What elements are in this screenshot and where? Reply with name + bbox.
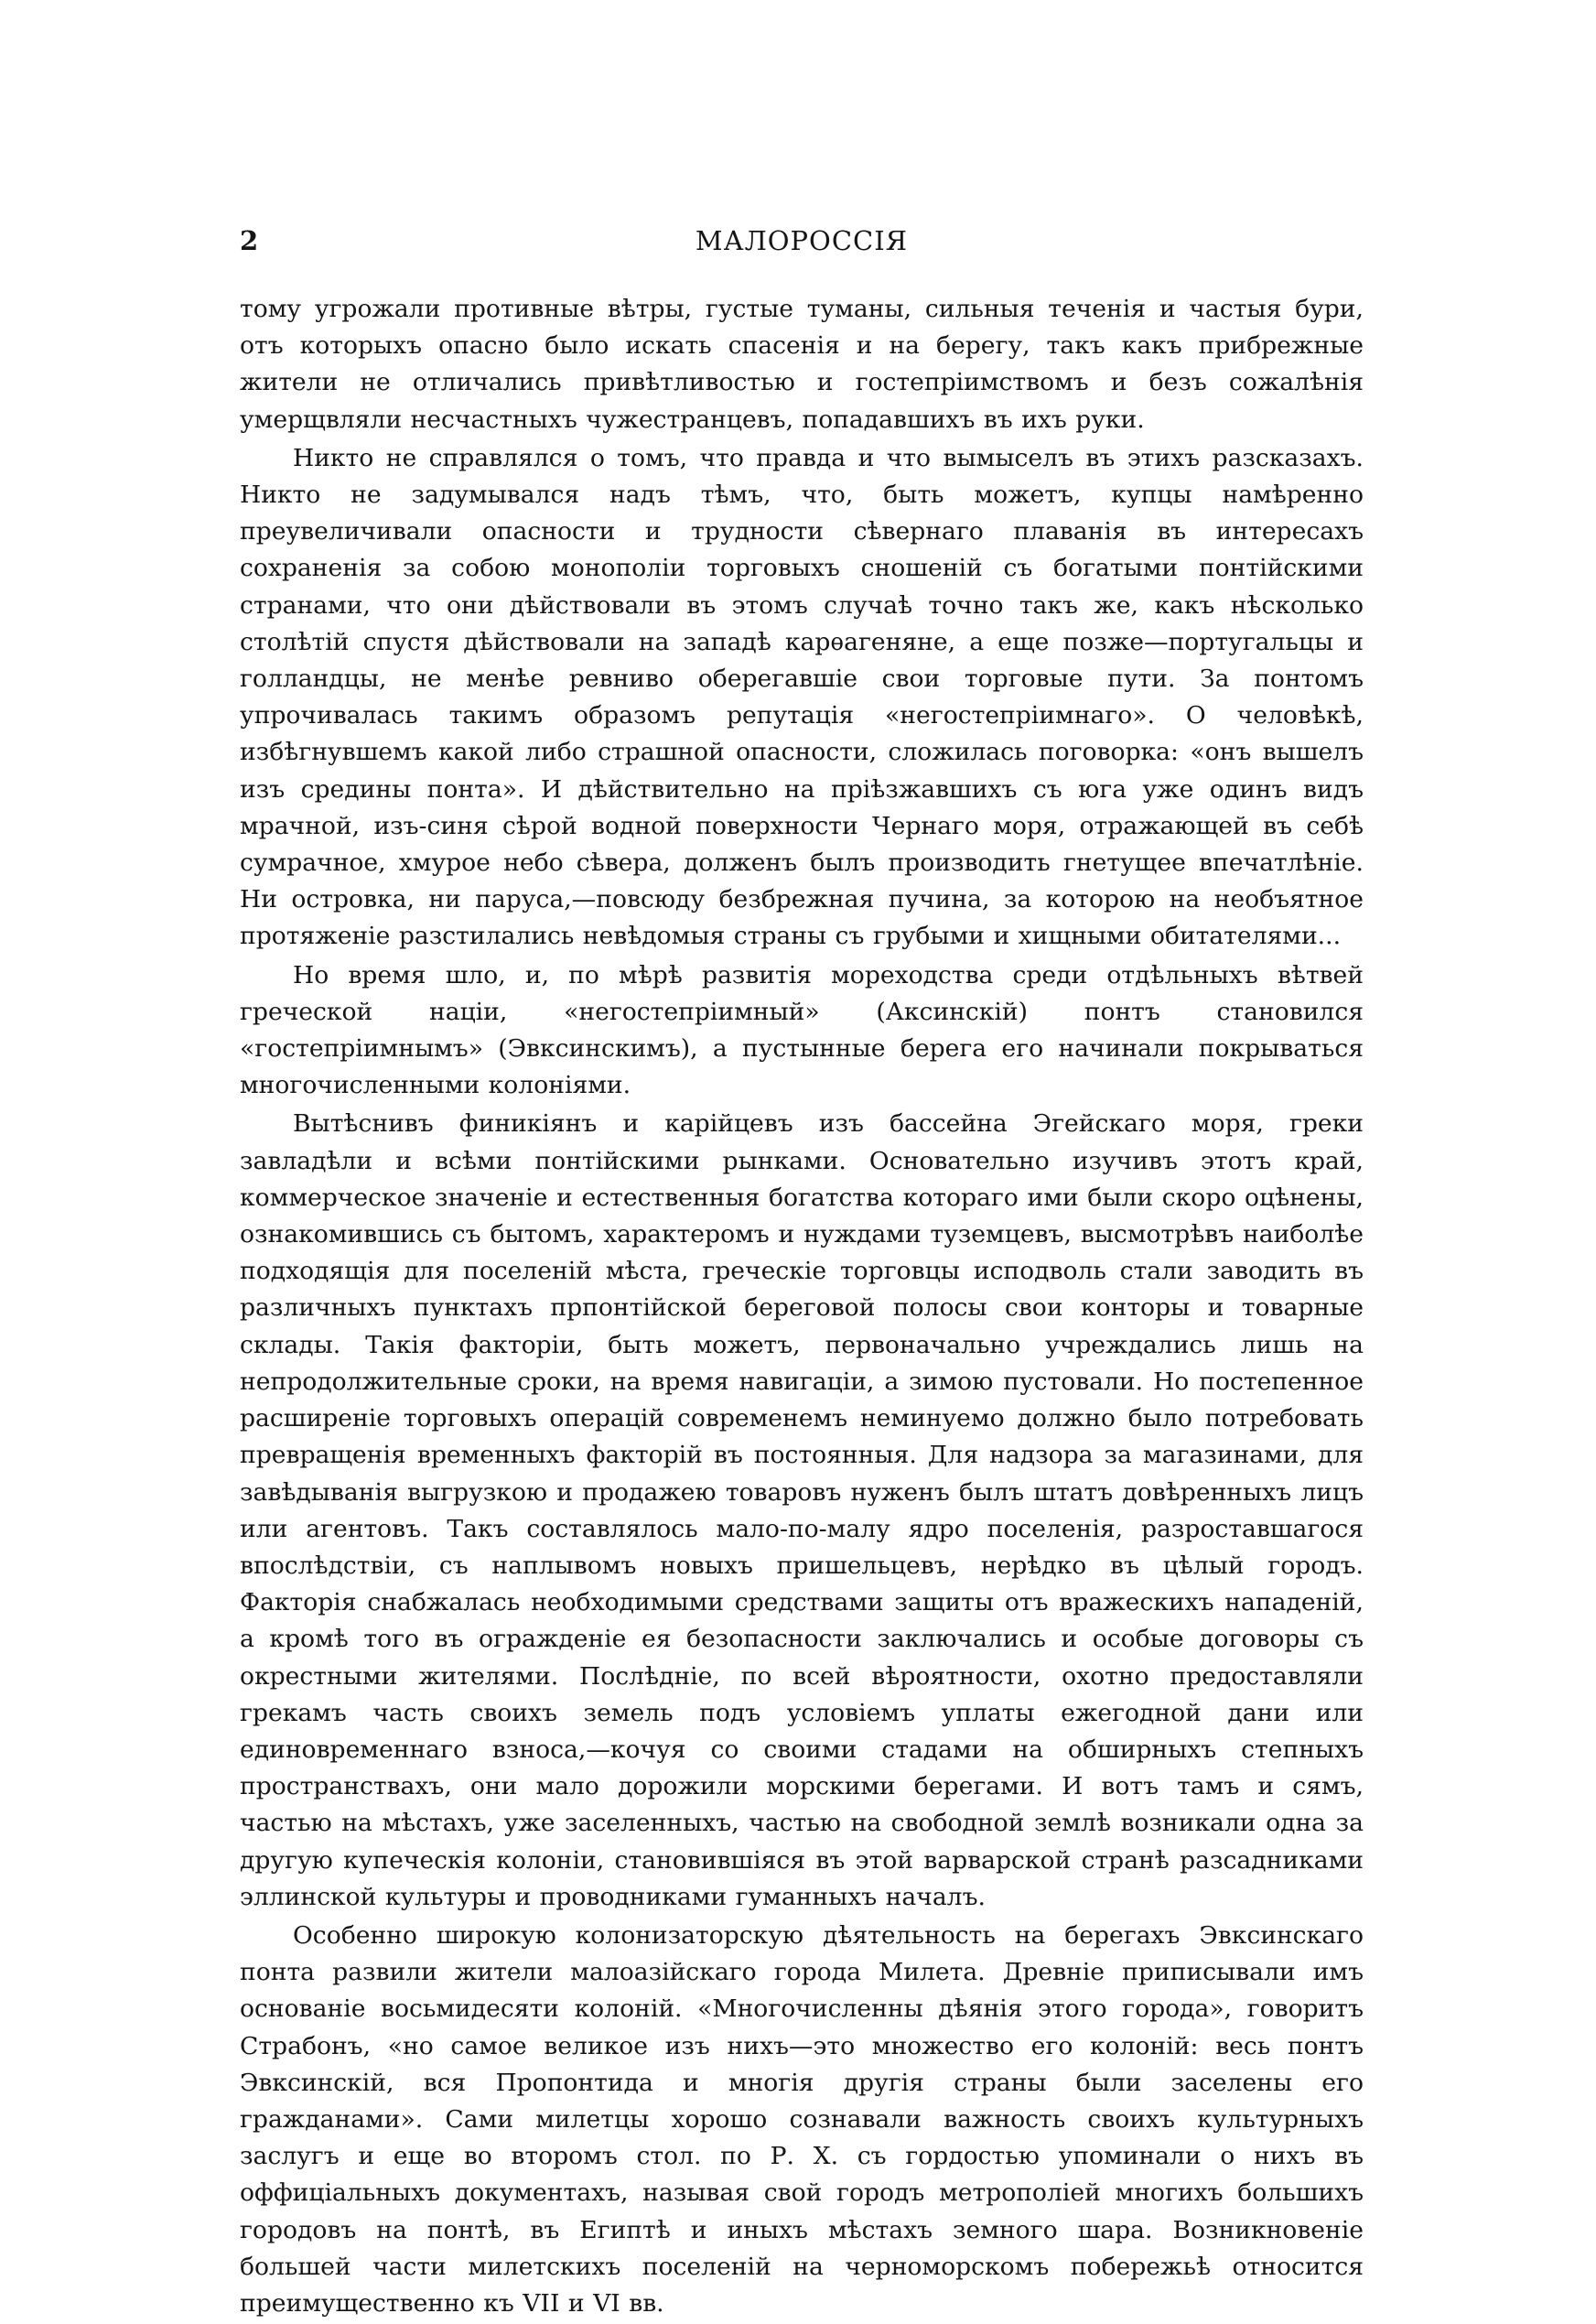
- paragraph-3: Но время шло, и, по мѣрѣ развитія мореходства среди отдѣльныхъ вѣтвей греческой націи, «негостепріимный» (Аксинскій) понтъ становился «гостепріимнымъ» (Эвксинскимъ), а пустынные берега его начинали покрываться многочисленными колоніями.: [240, 960, 1364, 1100]
- paragraph-1: тому угрожали противные вѣтры, густые туманы, сильныя теченія и частыя бури, отъ которыхъ опасно было искать спасенія и на берегу, такъ какъ прибрежные жители не отличались привѣтливостью и гостепріимствомъ и безъ сожалѣнія умерщвляли несчастныхъ чужестранцевъ, попадавшихъ въ ихъ руки.: [240, 295, 1364, 434]
- page-number: 2: [240, 225, 259, 256]
- page-header: [240, 222, 1364, 259]
- paragraph-4: Вытѣснивъ финикіянъ и карійцевъ изъ бассейна Эгейскаго моря, греки завладѣли и всѣми понтійскими рынками. Основательно изучивъ этотъ край, коммерческое значеніе и естественныя богатства котораго ими были скоро оцѣнены, ознакомившись съ бытомъ, характеромъ и нуждами туземцевъ, высмотрѣвъ наиболѣе подходящія для поселеній мѣста, греческіе торговцы исподволь стали заводить въ различныхъ пунктахъ прпонтійской береговой полосы свои конторы и товарные склады. Такія факторіи, быть можетъ, первоначально учреждались лишь на непродолжительные сроки, на время навигаціи, а зимою пустовали. Но постепенное расширеніе торговыхъ операцій современемъ неминуемо должно было потребовать превращенія временныхъ факторій въ постоянныя. Для надзора за магазинами, для завѣдыванія выгрузкою и продажею товаровъ нуженъ былъ штатъ довѣренныхъ лицъ или агентовъ. Такъ составлялось мало-по-малу ядро поселенія, разроставшагося впослѣдствіи, съ наплывомъ новыхъ пришельцевъ, нерѣдко въ цѣлый городъ. Факторія снабжалась необходимыми средствами защиты отъ вражескихъ нападеній, а кромѣ того въ огражденіе ея безопасности заключались и особые договоры съ окрестными жителями. Послѣдніе, по всей вѣроятности, охотно предоставляли грекамъ часть своихъ земель подъ условіемъ уплаты ежегодной дани или единовременнаго взноса,—кочуя со своими стадами на обширныхъ степныхъ пространствахъ, они мало дорожили морскими берегами. И вотъ тамъ и сямъ, частью на мѣстахъ, уже заселенныхъ, частью на свободной землѣ возникали одна за другую купеческія колоніи, становившіяся въ этой варварской странѣ разсадниками эллинской культуры и проводниками гуманныхъ началъ.: [240, 1109, 1364, 1911]
- paragraph-2: Никто не справлялся о томъ, что правда и что вымыселъ въ этихъ разсказахъ. Никто не задумывался надъ тѣмъ, что, быть можетъ, купцы намѣренно преувеличивали опасности и трудности сѣвернаго плаванія въ интересахъ сохраненія за собою монополіи торговыхъ сношеній съ богатыми понтійскими странами, что они дѣйствовали въ этомъ случаѣ точно такъ же, какъ нѣсколько столѣтій спустя дѣйствовали на западѣ карѳагеняне, а еще позже—португальцы и голландцы, не менѣе ревниво оберегавшіе свои торговые пути. За понтомъ упрочивалась такимъ образомъ репутація «негостепріимнаго». О человѣкѣ, избѣгнувшемъ какой либо страшной опасности, сложилась поговорка: «онъ вышелъ изъ средины понта». И дѣйствительно на пріѣзжавшихъ съ юга уже одинъ видъ мрачной, изъ-синя сѣрой водной поверхности Чернаго моря, отражающей въ себѣ сумрачное, хмурое небо сѣвера, долженъ былъ производить гнетущее впечатлѣніе. Ни островка, ни паруса,—повсюду безбрежная пучина, за которою на необъятное протяженіе разстилались невѣдомыя страны съ грубыми и хищными обитателями...: [240, 443, 1364, 951]
- paragraph-5: Особенно широкую колонизаторскую дѣятельность на берегахъ Эвксинскаго понта развили жители малоазійскаго города Милета. Древніе приписывали имъ основаніе восьмидесяти колоній. «Многочисленны дѣянія этого города», говоритъ Страбонъ, «но самое великое изъ нихъ—это множество его колоній: весь понтъ Эвксинскій, вся Пропонтида и многія другія страны были заселены его гражданами». Сами милетцы хорошо сознавали важность своихъ культурныхъ заслугъ и еще во второмъ стол. по Р. Х. съ гордостью упоминали о нихъ въ оффиціальныхъ документахъ, называя свой городъ метрополіей многихъ большихъ городовъ на понтѣ, въ Египтѣ и иныхъ мѣстахъ земного шара. Возникновеніе большей части милетскихъ поселеній на черноморскомъ побережьѣ относится преимущественно къ VII и VI вв.: [240, 1920, 1364, 2318]
- running-title: МАЛОРОССІЯ: [695, 225, 909, 256]
- body-text: [240, 291, 1364, 2324]
